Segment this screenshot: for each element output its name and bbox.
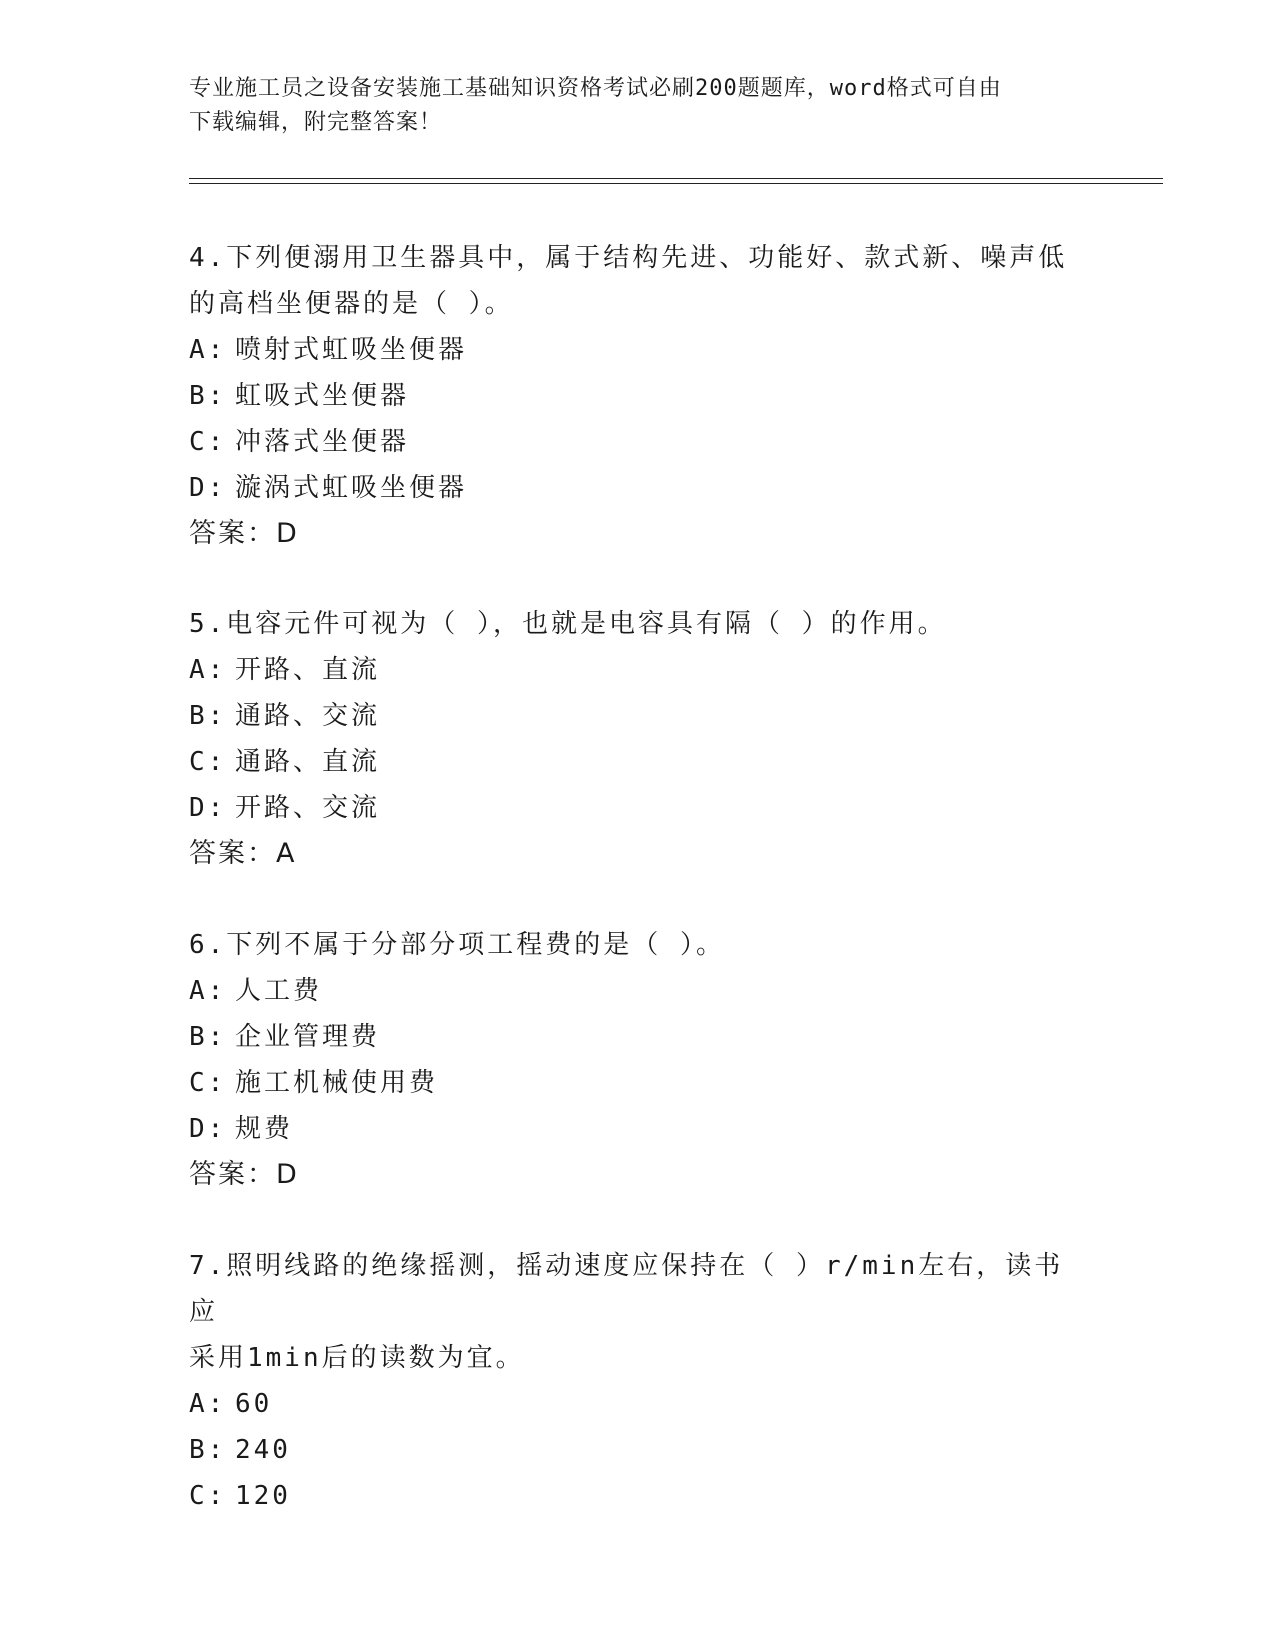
option-text: 漩涡式虹吸坐便器 — [235, 473, 468, 503]
option-text: 企业管理费 — [235, 1022, 381, 1052]
question-text — [189, 1243, 1089, 1381]
option-key: C: — [189, 1068, 227, 1098]
option-key: C: — [189, 427, 227, 457]
option-key: B: — [189, 1435, 227, 1465]
question-text-line-1: 5.电容元件可视为（ ），也就是电容具有隔（ ）的作用。 — [189, 609, 947, 639]
option-key: A: — [189, 976, 227, 1006]
option-c — [189, 739, 1089, 785]
option-c — [189, 1473, 1089, 1519]
option-c — [189, 419, 1089, 465]
option-key: B: — [189, 381, 227, 411]
question-text-line-1: 7.照明线路的绝缘摇测，摇动速度应保持在（ ）r/min左右，读书应 — [189, 1251, 1064, 1327]
header-line-2: 下载编辑，附完整答案！ — [189, 110, 443, 135]
option-text: 60 — [235, 1389, 273, 1419]
option-d — [189, 785, 1089, 831]
question-text — [189, 922, 1089, 968]
option-key: C: — [189, 747, 227, 777]
option-key: A: — [189, 1389, 227, 1419]
option-key: A: — [189, 335, 227, 365]
question-4 — [189, 235, 1089, 557]
option-key: B: — [189, 1022, 227, 1052]
header-divider-top — [189, 178, 1163, 179]
question-text-line-1: 6.下列不属于分部分项工程费的是（ ）。 — [189, 930, 725, 960]
question-text — [189, 601, 1089, 647]
option-b — [189, 373, 1089, 419]
option-text: 施工机械使用费 — [235, 1068, 439, 1098]
answer: 答案：D — [189, 1159, 299, 1190]
option-text: 通路、交流 — [235, 701, 381, 731]
option-text: 开路、直流 — [235, 655, 381, 685]
option-key: D: — [189, 473, 227, 503]
option-text: 喷射式虹吸坐便器 — [235, 335, 468, 365]
option-b — [189, 1427, 1089, 1473]
question-text-line-2: 采用1min后的读数为宜。 — [189, 1343, 525, 1373]
option-text: 规费 — [235, 1114, 294, 1144]
answer: 答案：A — [189, 838, 297, 869]
option-key: C: — [189, 1481, 227, 1511]
question-7 — [189, 1243, 1089, 1519]
option-d — [189, 465, 1089, 511]
option-key: D: — [189, 793, 227, 823]
option-text: 开路、交流 — [235, 793, 381, 823]
option-text: 通路、直流 — [235, 747, 381, 777]
option-a — [189, 327, 1089, 373]
option-key: D: — [189, 1114, 227, 1144]
option-b — [189, 693, 1089, 739]
option-a — [189, 968, 1089, 1014]
option-a — [189, 1381, 1089, 1427]
option-key: B: — [189, 701, 227, 731]
question-5 — [189, 601, 1089, 877]
option-text: 240 — [235, 1435, 291, 1465]
question-text-line-2: 的高档坐便器的是（ ）。 — [189, 289, 514, 319]
option-text: 人工费 — [235, 976, 323, 1006]
question-text-line-1: 4.下列便溺用卫生器具中，属于结构先进、功能好、款式新、噪声低 — [189, 243, 1068, 273]
option-d — [189, 1106, 1089, 1152]
document-header — [189, 72, 1089, 140]
option-key: A: — [189, 655, 227, 685]
option-c — [189, 1060, 1089, 1106]
header-line-1: 专业施工员之设备安装施工基础知识资格考试必刷200题题库，word格式可自由 — [189, 76, 1002, 101]
option-text: 120 — [235, 1481, 291, 1511]
option-text: 冲落式坐便器 — [235, 427, 410, 457]
question-text — [189, 235, 1089, 327]
option-text: 虹吸式坐便器 — [235, 381, 410, 411]
question-6 — [189, 922, 1089, 1198]
answer: 答案：D — [189, 518, 299, 549]
option-a — [189, 647, 1089, 693]
option-b — [189, 1014, 1089, 1060]
header-divider-bottom — [189, 183, 1163, 184]
